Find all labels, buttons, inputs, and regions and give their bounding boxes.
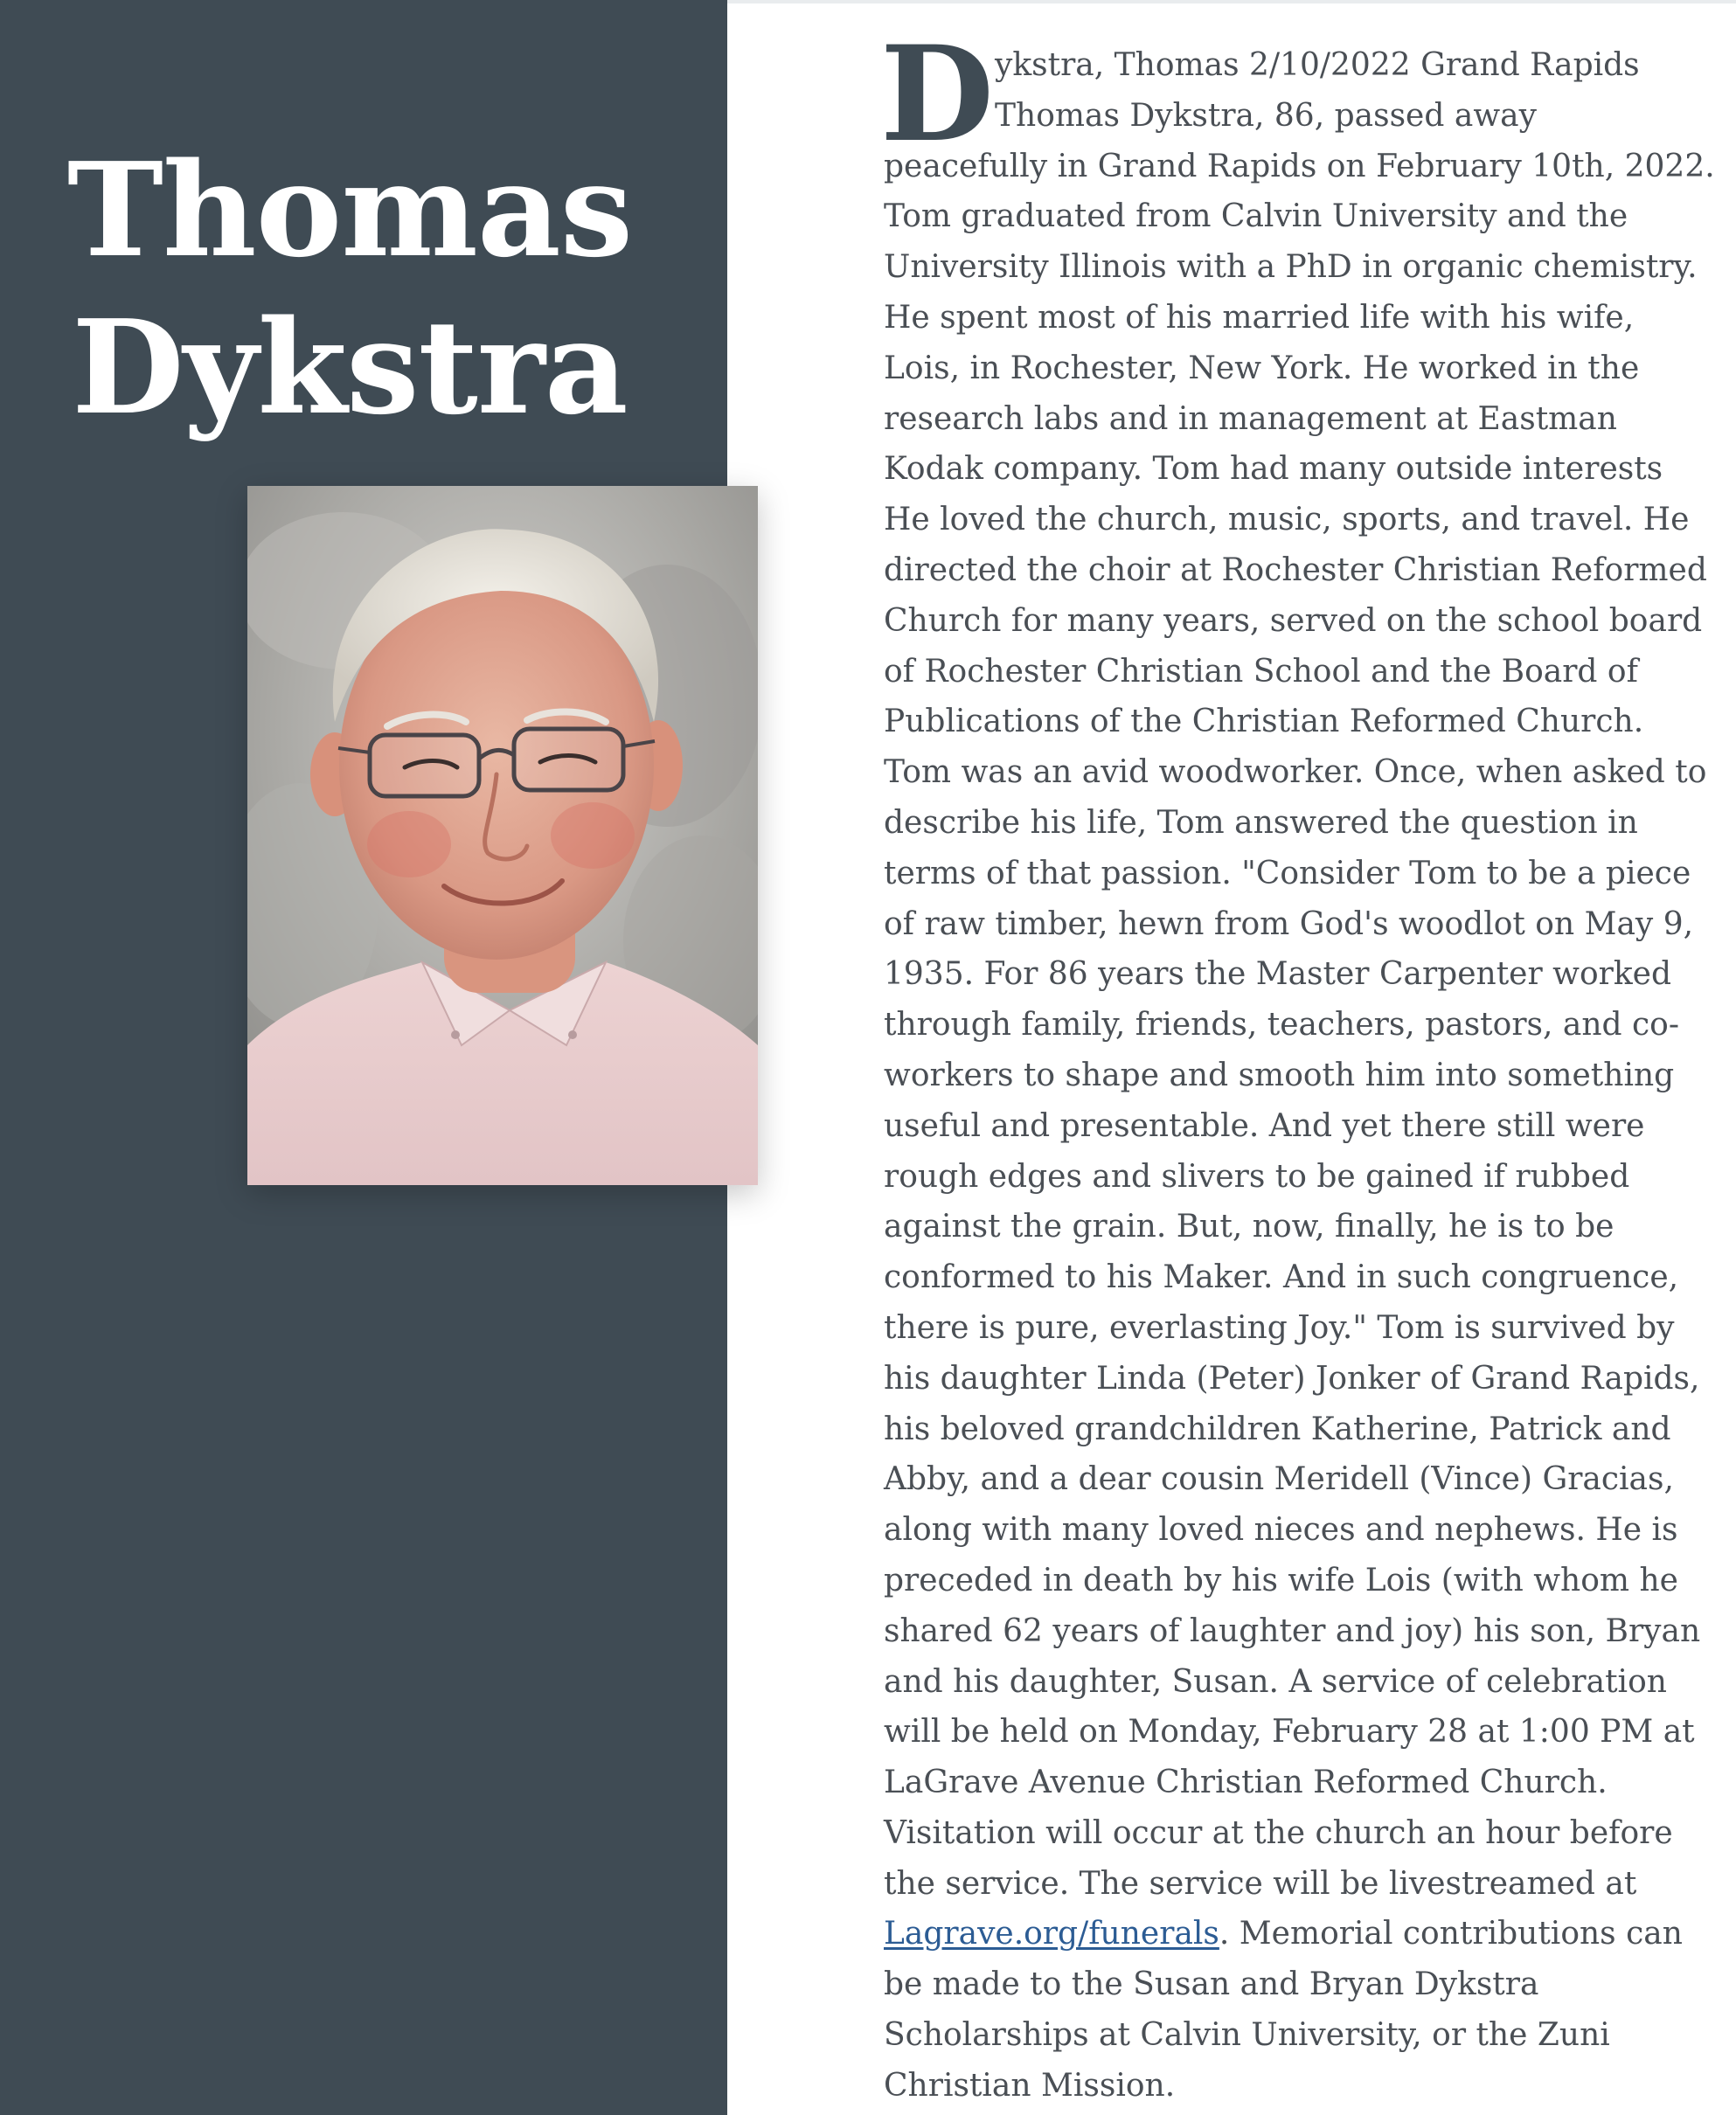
text-line: of Rochester Christian School and the Board of [884, 653, 1638, 690]
text-line: along with many loved nieces and nephews. He is [884, 1512, 1678, 1549]
text-line: Publications of the Christian Reformed Church. [884, 704, 1644, 740]
obituary-text [880, 17, 1715, 2112]
funerals-link[interactable]: Lagrave.org/funerals [884, 1916, 1219, 1952]
text-line: LaGrave Avenue Christian Reformed Church. [884, 1765, 1608, 1801]
text-line: 1935. For 86 years the Master Carpenter worked [884, 956, 1671, 993]
last-name: Dykstra [72, 291, 628, 443]
text-line: Church for many years, served on the school board [884, 602, 1703, 639]
text-line: Kodak company. Tom had many outside interests [884, 451, 1663, 488]
text-line: will be held on Monday, February 28 at 1:00 PM at [884, 1714, 1695, 1751]
collar-button [451, 1030, 460, 1039]
text-line: and his daughter, Susan. A service of celebration [884, 1663, 1667, 1700]
text-line: useful and presentable. And yet there still were [884, 1107, 1645, 1144]
drop-cap: D [880, 17, 995, 171]
text-line: be made to the Susan and Bryan Dykstra [884, 1966, 1539, 2003]
text-line: his beloved grandchildren Katherine, Patrick and [884, 1411, 1671, 1447]
text-line: Lois, in Rochester, New York. He worked in the [884, 350, 1640, 386]
glasses-left-lens [370, 735, 479, 796]
cheek-left [367, 811, 451, 877]
text-line: Christian Mission. [884, 2067, 1176, 2104]
text-line: his daughter Linda (Peter) Jonker of Grand Rapids, [884, 1360, 1700, 1397]
collar-button [568, 1030, 577, 1039]
text-line: shared 62 years of laughter and joy) his son, Bryan [884, 1612, 1701, 1649]
text-line: there is pure, everlasting Joy." Tom is survived by [884, 1309, 1675, 1346]
text-line: University Illinois with a PhD in organic chemistry. [884, 249, 1698, 286]
text-line: of raw timber, hewn from God's woodlot on May 9, [884, 905, 1694, 942]
text-line: Scholarships at Calvin University, or the Zuni [884, 2017, 1610, 2054]
text-line: Visitation will occur at the church an hour before [884, 1814, 1673, 1851]
text-line: ykstra, Thomas 2/10/2022 Grand Rapids [995, 47, 1640, 83]
text-line: rough edges and slivers to be gained if rubbed [884, 1158, 1630, 1195]
text-line: conformed to his Maker. And in such congruence, [884, 1259, 1679, 1296]
text-line: against the grain. But, now, finally, he is to be [884, 1209, 1614, 1245]
text-line: Abby, and a dear cousin Meridell (Vince) Gracias, [884, 1461, 1674, 1498]
text-line-with-link [884, 1909, 1683, 1959]
text-line: Tom was an avid woodworker. Once, when asked to [884, 754, 1707, 791]
text-line: the service. The service will be livestreamed at [884, 1865, 1637, 1902]
glasses-right-lens [514, 729, 623, 790]
text-line: preceded in death by his wife Lois (with whom he [884, 1562, 1678, 1598]
text-line: directed the choir at Rochester Christian Reformed [884, 551, 1707, 588]
text-line: research labs and in management at Eastman [884, 400, 1617, 437]
text-line: Thomas Dykstra, 86, passed away [995, 97, 1537, 134]
link-trailing-text: . Memorial contributions can [1219, 1916, 1683, 1952]
text-line: describe his life, Tom answered the question in [884, 804, 1638, 841]
text-line: Tom graduated from Calvin University and the [884, 198, 1628, 235]
first-name: Thomas [66, 134, 633, 286]
text-line: peacefully in Grand Rapids on February 10th, 2022. [884, 148, 1715, 184]
portrait-photo [247, 486, 758, 1185]
text-line: He loved the church, music, sports, and travel. He [884, 502, 1690, 538]
deceased-name-heading [35, 131, 664, 446]
text-line: through family, friends, teachers, pastors, and co- [884, 1007, 1680, 1044]
text-line: He spent most of his married life with his wife, [884, 299, 1635, 336]
cheek-right [551, 802, 635, 869]
text-line: workers to shape and smooth him into something [884, 1057, 1675, 1093]
text-line: terms of that passion. "Consider Tom to be a piece [884, 855, 1691, 891]
